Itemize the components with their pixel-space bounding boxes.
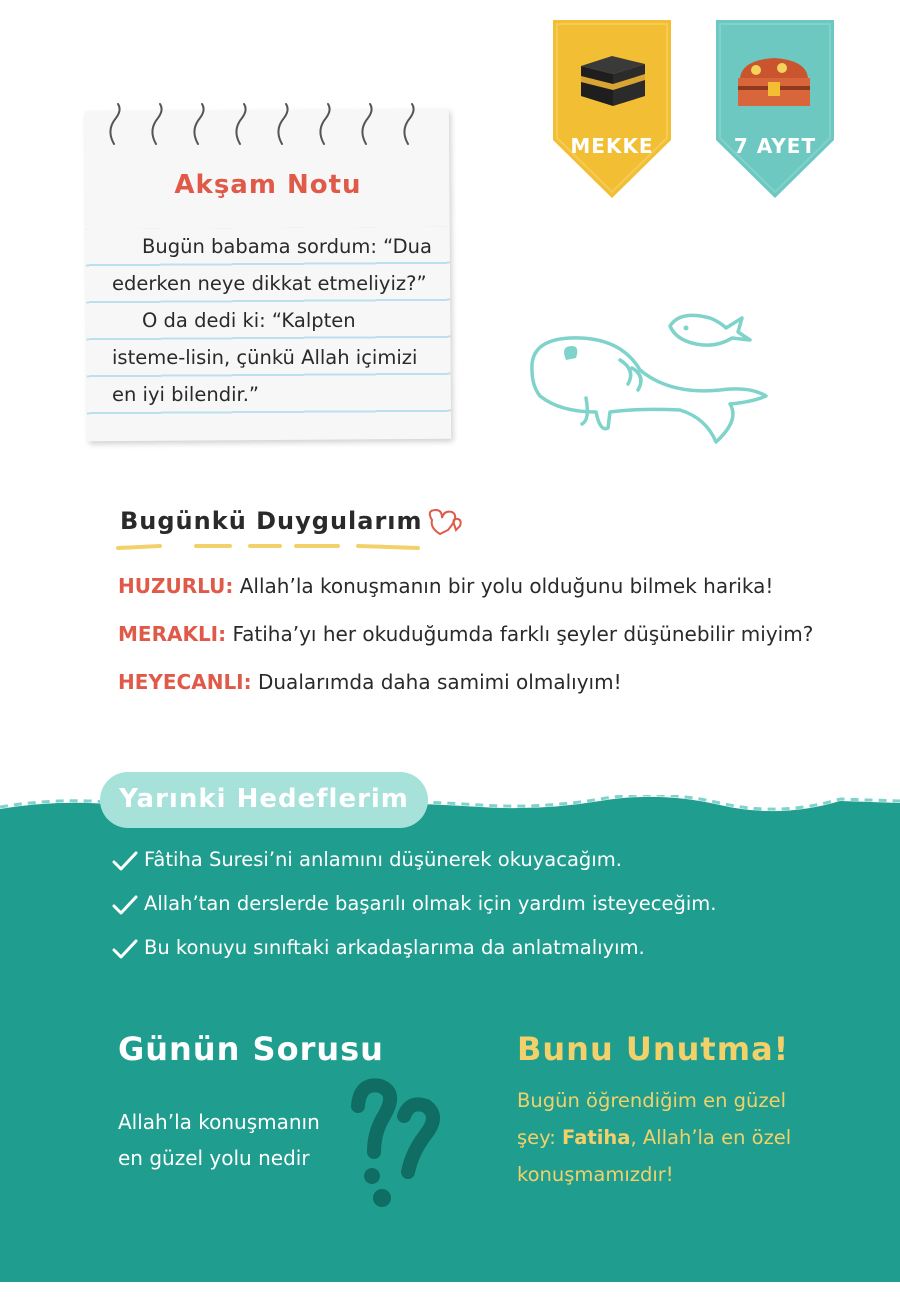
reminder-before: Bugün öğrendiğim en güzel şey: — [517, 1089, 787, 1149]
reminder-highlight: Fatiha — [562, 1126, 631, 1149]
question-line: Allah’la konuşmanın — [118, 1110, 320, 1134]
feeling-text: Fatiha’yı her okuduğumda farklı şeyler düşünebilir miyim? — [232, 622, 814, 646]
question-marks-icon — [346, 1072, 442, 1212]
checkmark-icon — [112, 850, 138, 872]
spiral-rings — [94, 100, 444, 160]
question-line: en güzel yolu nedir — [118, 1146, 310, 1170]
feelings-list — [118, 574, 878, 718]
feeling-item — [118, 670, 878, 694]
note-body — [112, 228, 432, 413]
goal-item — [112, 936, 872, 960]
goal-item — [112, 848, 872, 872]
feeling-text: Allah’la konuşmanın bir yolu olduğunu bilmek harika! — [239, 574, 774, 598]
checkmark-icon — [112, 938, 138, 960]
goals-title-pill — [100, 772, 428, 828]
fish-doodle-icon — [520, 300, 780, 460]
ribbon-label-ayet: 7 AYET — [733, 134, 817, 158]
reminder-text — [517, 1082, 807, 1193]
goals-title: Yarınki Hedeflerim — [119, 784, 409, 814]
kaaba-icon — [553, 20, 671, 120]
reminder-title: Bunu Unutma! — [517, 1030, 790, 1068]
evening-note — [86, 100, 454, 440]
heart-icon — [424, 506, 466, 538]
feeling-key: MERAKLI: — [118, 622, 227, 646]
feeling-key: HUZURLU: — [118, 574, 234, 598]
ayet-ribbon — [716, 20, 834, 200]
mekke-ribbon — [553, 20, 671, 200]
checkmark-icon — [112, 894, 138, 916]
feeling-item — [118, 574, 878, 598]
note-paragraph: O da dedi ki: “Kalpten isteme-lisin, çünkü Allah içimizi en iyi bilendir.” — [112, 309, 418, 406]
goal-text: Allah’tan derslerde başarılı olmak için yardım isteyeceğim. — [144, 892, 717, 915]
feeling-text: Dualarımda daha samimi olmalıyım! — [257, 670, 622, 694]
feelings-underline — [114, 540, 434, 554]
goal-text: Bu konuyu sınıftaki arkadaşlarıma da anlatmalıyım. — [144, 936, 645, 959]
note-title: Akşam Notu — [174, 170, 362, 200]
feeling-item — [118, 622, 878, 646]
feeling-key: HEYECANLI: — [118, 670, 252, 694]
feelings-title: Bugünkü Duygularım — [120, 507, 423, 535]
goal-item — [112, 892, 872, 916]
treasure-chest-icon — [716, 20, 834, 120]
question-title: Günün Sorusu — [118, 1030, 384, 1068]
reminder-after: , Allah’la en özel konuşmamızdır! — [517, 1126, 792, 1186]
goal-text: Fâtiha Suresi’ni anlamını düşünerek okuyacağım. — [144, 848, 622, 871]
note-paragraph: Bugün babama sordum: “Dua ederken neye dikkat etmeliyiz?” — [112, 235, 432, 295]
question-text — [118, 1104, 358, 1176]
ribbon-label-mekke: MEKKE — [570, 134, 654, 158]
goals-list — [112, 848, 872, 980]
